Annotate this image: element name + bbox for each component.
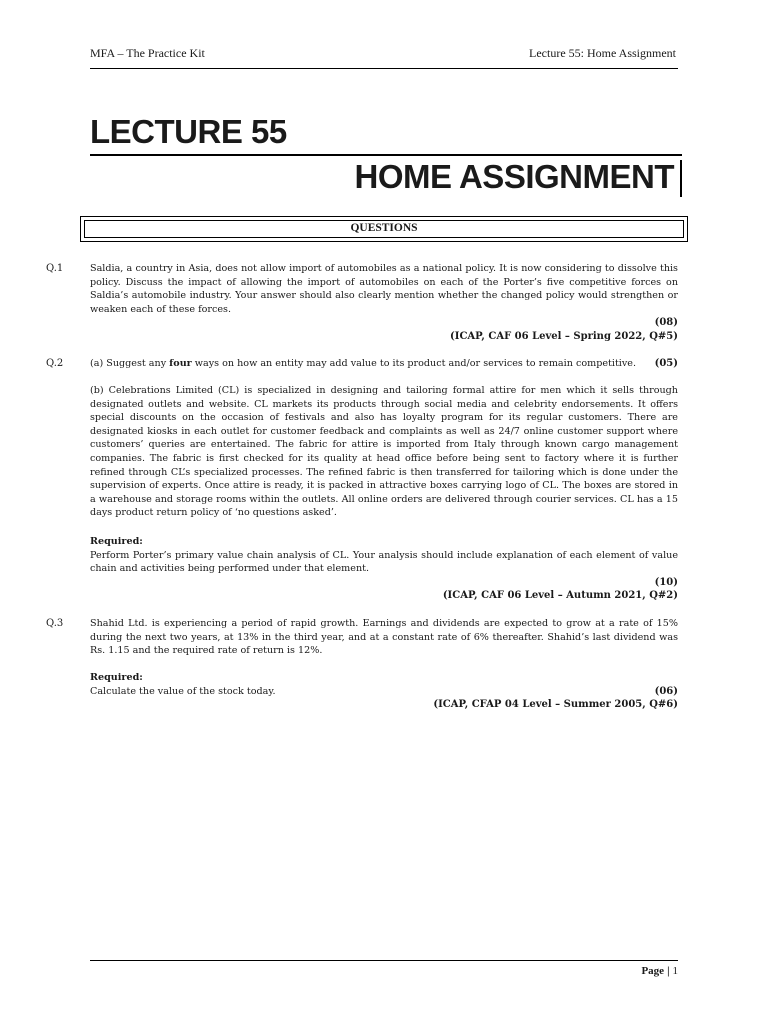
question-3-source: (ICAP, CFAP 04 Level – Summer 2005, Q#6) — [433, 699, 678, 711]
question-3-marks: (06) — [654, 685, 678, 697]
question-2-part-b — [90, 384, 678, 520]
part-a-suffix: ways on how an entity may add value to its product and/or services to remain competitive. — [191, 358, 637, 369]
part-a-prefix: (a) Suggest any — [90, 358, 170, 369]
page-footer — [641, 964, 678, 978]
question-number-3: Q.3 — [46, 618, 64, 629]
questions-heading: QUESTIONS — [84, 220, 684, 238]
question-2-part-a-marks: (05) — [654, 358, 678, 369]
question-2-required-label: Required: — [90, 536, 143, 547]
page-label: Page — [641, 965, 665, 977]
question-2-source: (ICAP, CAF 06 Level – Autumn 2021, Q#2) — [442, 590, 678, 602]
title-accent-bar — [680, 160, 682, 197]
page-separator: | — [667, 965, 670, 977]
question-3-required — [90, 671, 678, 712]
header-divider — [90, 68, 678, 69]
footer-divider — [90, 960, 678, 961]
question-2-part-b-text: (b) Celebrations Limited (CL) is specialized in designing and tailoring formal attire for men which it sells through designated outlets and website. CL markets its products through social media and celebrity endorsements. It offers special discounts on the occasion of festivals and also has loyalty program for its regular customers. There are designated kiosks in each outlet for customer feedback and complaints as well as 24/7 online customer support where customers’ queries are entertained. The fabric for attire is imported from Italy through known cargo management companies. The fabric is first checked for its quality at head office before being sent to factory where it is further refined through CL’s specialized processes. The refined fabric is then transferred for tailoring which is done under the supervision of experts. Once attire is ready, it is packed in attractive boxes carrying logo of CL. The boxes are stored in a warehouse and storage rooms within the outlets. All online orders are delivered through courier services. CL has a 15 days product return policy of ‘no questions asked’. — [90, 385, 678, 519]
question-1-text: Saldia, a country in Asia, does not allow import of automobiles as a national policy. It is now considering to dissolve this policy. Discuss the impact of allowing the import of automobiles on each of the Porter’s five competitive forces on Saldia’s automobile industry. Your answer should also clearly mention whether the changed policy would strengthen or weaken each of these forces. — [90, 263, 678, 315]
question-2-required-text: Perform Porter’s primary value chain analysis of CL. Your analysis should include explanation of each element of value chain and activities being performed under that element. — [90, 549, 678, 575]
question-3-required-row — [90, 685, 678, 699]
question-1-marks: (08) — [654, 317, 678, 329]
question-1 — [90, 262, 678, 344]
question-2-part-a — [90, 357, 678, 371]
question-number-2: Q.2 — [46, 358, 64, 369]
question-3-text: Shahid Ltd. is experiencing a period of rapid growth. Earnings and dividends are expected to grow at a rate of 15% during the next two years, at 13% in the third year, and at a constant rate of 6% thereafter. Shahid’s last dividend was Rs. 1.15 and the required rate of return is 12%. — [90, 618, 678, 657]
question-3-required-label: Required: — [90, 672, 143, 683]
part-a-emphasis: four — [169, 358, 192, 369]
assignment-title: HOME ASSIGNMENT — [354, 158, 674, 195]
running-header-left: MFA – The Practice Kit — [90, 46, 205, 60]
question-2-part-a-text — [90, 357, 636, 371]
questions-heading-box — [80, 216, 688, 242]
question-number-1: Q.1 — [46, 263, 64, 274]
running-header-right: Lecture 55: Home Assignment — [529, 46, 676, 60]
question-3-required-text: Calculate the value of the stock today. — [90, 685, 276, 697]
question-2-part-a-row — [90, 357, 678, 371]
question-1-source: (ICAP, CAF 06 Level – Spring 2022, Q#5) — [450, 330, 678, 342]
question-2-required — [90, 535, 678, 603]
question-2-marks: (10) — [654, 576, 678, 588]
page-number: 1 — [672, 965, 678, 977]
question-3 — [90, 617, 678, 658]
lecture-title: LECTURE 55 — [90, 113, 287, 150]
